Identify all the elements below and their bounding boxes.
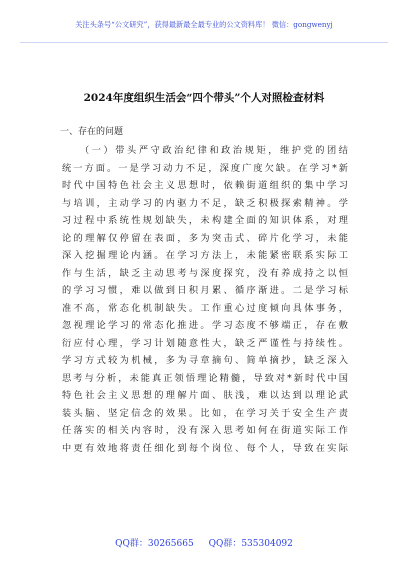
text-line: 忽视理论学习的常态化推进。学习态度不够端正，存在敷	[62, 320, 348, 331]
text-line: 深入挖掘理论内涵。在学习方法上，未能紧密联系实际工	[62, 250, 348, 261]
text-line: 特色社会主义思想的理解片面、肤浅，难以达到以理论武	[62, 390, 348, 401]
text-line: 装头脑、坚定信念的效果。比如，在学习关于安全生产责	[62, 407, 348, 419]
text-line: 时代中国特色社会主义思想时，依赖街道组织的集中学习	[62, 180, 348, 191]
text-line: 思考与分析，未能真正领悟理论精髓，导致对*新时代中国	[62, 372, 348, 384]
text-line: 习过程中系统性规划缺失，未构建全面的知识体系，对理	[62, 215, 348, 226]
header-promo-note: 关注头条号“公文研究”，获得最新最全最专业的公文资料库！ 微信：gongwenyj	[75, 20, 333, 29]
text-line: 学习方式较为机械，多为寻章摘句、简单摘抄，缺乏深入	[62, 355, 348, 366]
text-line: 的学习习惯，难以做到日积月累、循序渐进。二是学习标	[62, 285, 348, 296]
text-line: 任落实的相关内容时，没有深入思考如何在街道实际工作	[62, 425, 348, 436]
text-line: 衍应付心理，学习计划随意性大，缺乏严谨性与持续性。	[62, 337, 348, 349]
document-title: 2024年度组织生活会“四个带头”个人对照检查材料	[83, 92, 325, 104]
footer-qq-group-1: QQ群：30265665	[115, 539, 194, 549]
footer-qq-group-2: QQ群：535304092	[208, 539, 293, 549]
section-heading: 一、存在的问题	[60, 127, 124, 137]
text-line: 论的理解仅停留在表面，多为突击式、碎片化学习，未能	[62, 232, 348, 244]
text-line: 作与生活，缺乏主动思考与深度探究，没有养成持之以恒	[62, 267, 348, 279]
text-line: 统一方面。一是学习动力不足，深度广度欠缺。在学习*新	[62, 162, 348, 174]
text-line: 中更有效地将责任细化到每个岗位、每个人，导致在实际	[62, 442, 348, 454]
body-paragraph	[62, 142, 348, 457]
text-line: 准不高，常态化机制缺失。工作重心过度倾向具体事务，	[62, 302, 348, 314]
footer-contact	[0, 536, 408, 549]
text-line: （一）带头严守政治纪律和政治规矩，维护党的团结	[80, 145, 348, 156]
header-divider	[20, 42, 388, 43]
text-line: 与培训，主动学习的内驱力不足，缺乏积极探索精神。学	[62, 197, 348, 209]
